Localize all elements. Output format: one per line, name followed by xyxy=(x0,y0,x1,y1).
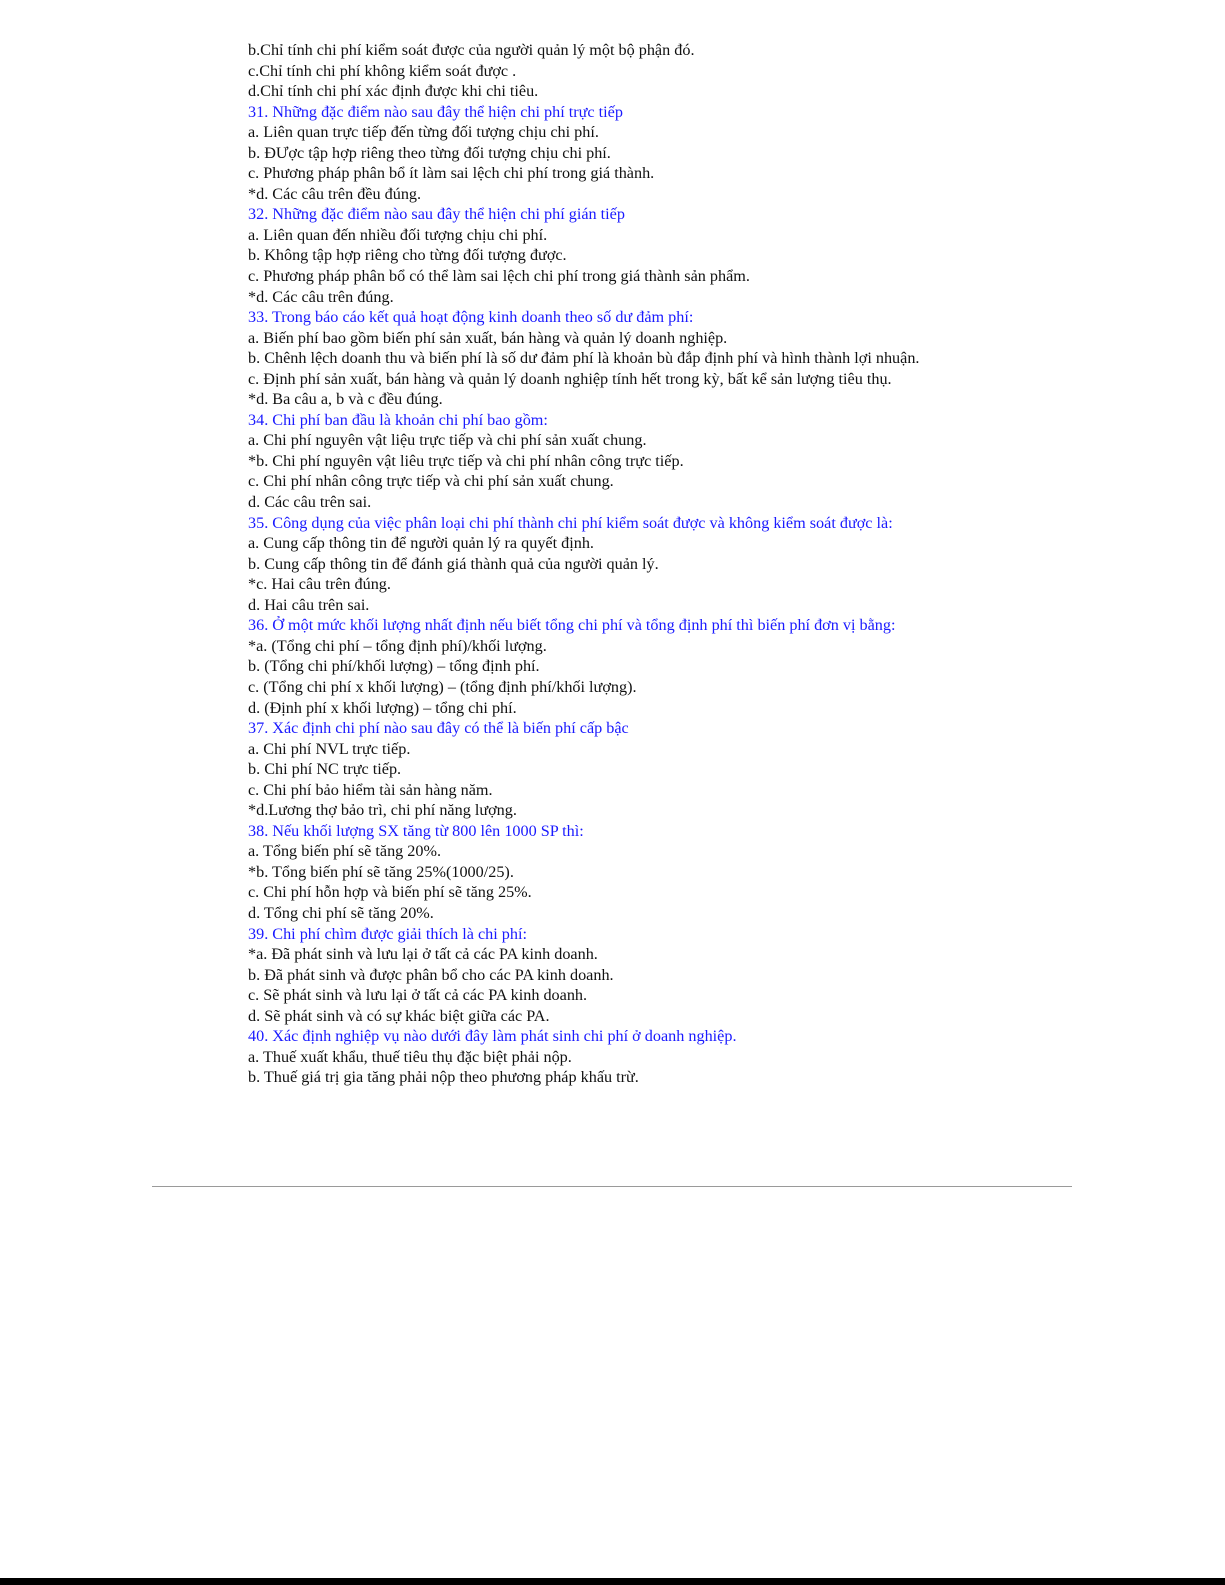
question-line: 40. Xác định nghiệp vụ nào dưới đây làm phát sinh chi phí ở doanh nghiệp. xyxy=(248,1027,737,1046)
answer-line: c. Phương pháp phân bổ có thể làm sai lệch chi phí trong giá thành sản phẩm. xyxy=(248,267,750,286)
question-line: 37. Xác định chi phí nào sau đây có thể là biến phí cấp bậc xyxy=(248,719,629,738)
answer-line: b. Không tập hợp riêng cho từng đối tượng được. xyxy=(248,246,567,265)
question-line: 33. Trong báo cáo kết quả hoạt động kinh doanh theo số dư đảm phí: xyxy=(248,308,694,327)
answer-line: a. Thuế xuất khẩu, thuế tiêu thụ đặc biệt phải nộp. xyxy=(248,1047,572,1066)
answer-line: *a. (Tổng chi phí – tổng định phí)/khối lượng. xyxy=(248,636,547,655)
answer-line: d. Sẽ phát sinh và có sự khác biệt giữa các PA. xyxy=(248,1006,550,1025)
answer-line: c. Phương pháp phân bổ ít làm sai lệch chi phí trong giá thành. xyxy=(248,164,655,183)
answer-line: d. Hai câu trên sai. xyxy=(248,595,370,614)
question-line: 32. Những đặc điểm nào sau đây thể hiện chi phí gián tiếp xyxy=(248,205,625,224)
bottom-edge-bar xyxy=(0,1578,1225,1585)
answer-line: b. Chênh lệch doanh thu và biến phí là số dư đảm phí là khoản bù đắp định phí và hình thành lợi nhuận. xyxy=(248,349,920,368)
answer-line: b.Chỉ tính chi phí kiểm soát được của người quản lý một bộ phận đó. xyxy=(248,41,695,59)
question-line: 38. Nếu khối lượng SX tăng từ 800 lên 1000 SP thì: xyxy=(248,821,584,840)
answer-line: a. Tổng biến phí sẽ tăng 20%. xyxy=(248,842,442,861)
answer-line: c. (Tổng chi phí x khối lượng) – (tổng định phí/khối lượng). xyxy=(248,677,637,696)
answer-line: a. Chi phí NVL trực tiếp. xyxy=(248,739,411,758)
question-line: 34. Chi phí ban đầu là khoản chi phí bao gồm: xyxy=(248,410,548,429)
answer-line: a. Cung cấp thông tin để người quản lý ra quyết định. xyxy=(248,534,594,553)
question-line: 39. Chi phí chìm được giải thích là chi phí: xyxy=(248,924,527,943)
answer-line: a. Chi phí nguyên vật liệu trực tiếp và chi phí sản xuất chung. xyxy=(248,431,647,450)
answer-line: a. Liên quan trực tiếp đến từng đối tượng chịu chi phí. xyxy=(248,123,599,142)
answer-line: d. (Định phí x khối lượng) – tổng chi phí. xyxy=(248,698,517,717)
answer-line: b. Đã phát sinh và được phân bổ cho các PA kinh doanh. xyxy=(248,965,614,984)
answer-line: c. Định phí sản xuất, bán hàng và quản lý doanh nghiệp tính hết trong kỳ, bất kể sản lượng tiêu thụ. xyxy=(248,369,892,388)
answer-line: c. Sẽ phát sinh và lưu lại ở tất cả các PA kinh doanh. xyxy=(248,986,588,1005)
answer-line: *b. Tổng biến phí sẽ tăng 25%(1000/25). xyxy=(248,862,514,881)
answer-line: *d. Ba câu a, b và c đều đúng. xyxy=(248,390,443,409)
question-line: 35. Công dụng của việc phân loại chi phí thành chi phí kiểm soát được và không kiểm soát được là: xyxy=(248,513,893,532)
answer-line: c. Chi phí hỗn hợp và biến phí sẽ tăng 25%. xyxy=(248,883,532,902)
answer-line: b. Chi phí NC trực tiếp. xyxy=(248,760,402,779)
answer-line: b. (Tổng chi phí/khối lượng) – tổng định phí. xyxy=(248,657,540,676)
page-divider xyxy=(152,1186,1072,1187)
answer-line: c. Chi phí bảo hiểm tài sản hàng năm. xyxy=(248,780,493,799)
answer-line: d.Chỉ tính chi phí xác định được khi chi tiêu. xyxy=(248,82,539,101)
answer-line: d. Tổng chi phí sẽ tăng 20%. xyxy=(248,903,434,922)
answer-line: d. Các câu trên sai. xyxy=(248,493,372,512)
answer-line: *a. Đã phát sinh và lưu lại ở tất cả các PA kinh doanh. xyxy=(248,945,598,964)
answer-line: *c. Hai câu trên đúng. xyxy=(248,575,391,594)
answer-line: *b. Chi phí nguyên vật liêu trực tiếp và chi phí nhân công trực tiếp. xyxy=(248,451,684,470)
answer-line: b. ĐƯợc tập hợp riêng theo từng đối tượng chịu chi phí. xyxy=(248,143,611,162)
answer-line: *d. Các câu trên đều đúng. xyxy=(248,184,422,203)
question-line: 36. Ở một mức khối lượng nhất định nếu biết tổng chi phí và tổng định phí thì biến phí đơn vị bằng: xyxy=(248,616,896,635)
answer-line: a. Biến phí bao gồm biến phí sản xuất, bán hàng và quản lý doanh nghiệp. xyxy=(248,328,728,347)
question-line: 31. Những đặc điểm nào sau đây thể hiện chi phí trực tiếp xyxy=(248,102,623,121)
answer-line: *d.Lương thợ bảo trì, chi phí năng lượng. xyxy=(248,801,517,820)
answer-line: b. Thuế giá trị gia tăng phải nộp theo phương pháp khấu trừ. xyxy=(248,1068,639,1087)
document-body xyxy=(248,40,983,1088)
answer-line: *d. Các câu trên đúng. xyxy=(248,287,394,306)
answer-line: c. Chi phí nhân công trực tiếp và chi phí sản xuất chung. xyxy=(248,472,614,491)
answer-line: c.Chỉ tính chi phí không kiểm soát được . xyxy=(248,61,517,80)
answer-line: b. Cung cấp thông tin để đánh giá thành quả của người quản lý. xyxy=(248,554,659,573)
answer-line: a. Liên quan đến nhiều đối tượng chịu chi phí. xyxy=(248,225,548,244)
